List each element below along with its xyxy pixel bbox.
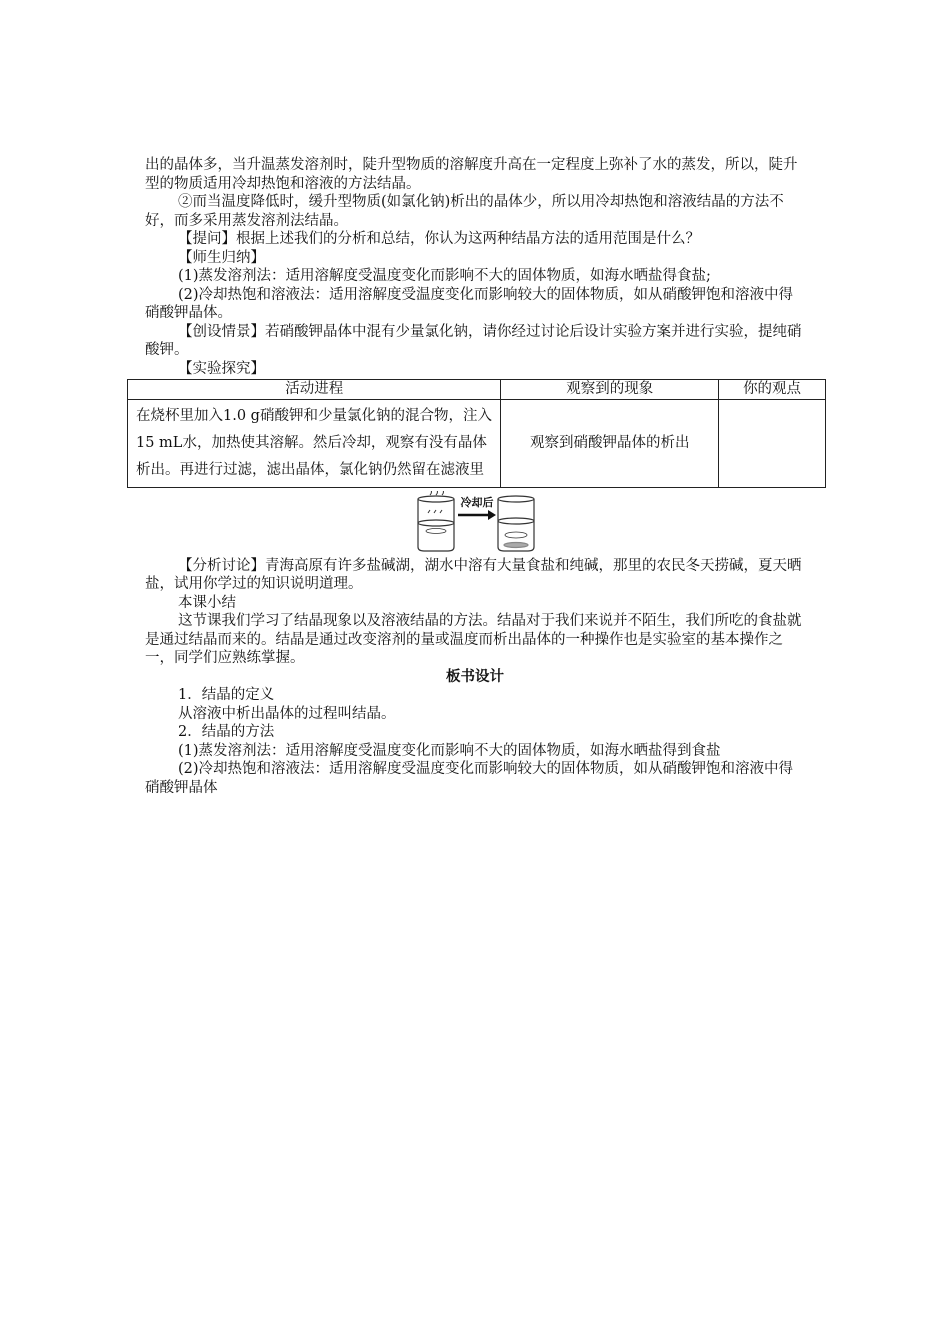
arrow-icon — [458, 510, 496, 520]
question-paragraph: 【提问】根据上述我们的分析和总结，你认为这两种结晶方法的适用范围是什么？ — [178, 231, 700, 247]
table-cell: 观察到硝酸钾晶体的析出 — [501, 399, 719, 487]
paragraph: 【创设情景】若硝酸钾晶体中混有少量氯化钠，请你经过讨论后设计实验方案并进行实验，提纯硝酸钾。 — [145, 323, 802, 358]
board-item: (2)冷却热饱和溶液法：适用溶解度受温度变化而影响较大的固体物质，如从硝酸钾饱和溶液中得硝酸钾晶体 — [145, 761, 794, 796]
cooled-beaker-icon — [498, 496, 534, 551]
section-label: 【实验探究】 — [178, 360, 265, 377]
beaker-figure — [145, 491, 805, 553]
section-label: 【师生归纳】 — [178, 249, 265, 266]
table-header: 观察到的现象 — [501, 380, 719, 400]
paragraph: (2)冷却热饱和溶液法：适用溶解度受温度变化而影响较大的固体物质，如从硝酸钾饱和溶液中得硝酸钾晶体。 — [145, 286, 794, 321]
table-header: 活动进程 — [128, 380, 501, 400]
section-label: 本课小结 — [178, 594, 236, 611]
experiment-table — [127, 379, 826, 488]
table-header: 你的观点 — [719, 380, 826, 400]
board-item: 2．结晶的方法 — [178, 724, 275, 740]
board-item: (1)蒸发溶剂法：适用溶解度受温度变化而影响不大的固体物质，如海水晒盐得到食盐 — [178, 742, 721, 759]
hot-beaker-icon — [418, 491, 454, 551]
table-cell: 在烧杯里加入1.0 g硝酸钾和少量氯化钠的混合物，注入15 mL水，加热使其溶解。然后冷却，观察有没有晶体析出。再进行过滤，滤出晶体，氯化钠仍然留在滤液里 — [128, 399, 501, 487]
paragraph: 【分析讨论】青海高原有许多盐碱湖，湖水中溶有大量食盐和纯碱，那里的农民冬天捞碱，夏天晒盐，试用你学过的知识说明道理。 — [145, 557, 802, 592]
board-item: 1．结晶的定义 — [178, 687, 275, 703]
board-title: 板书设计 — [446, 667, 504, 685]
paragraph: ②而当温度降低时，缓升型物质(如氯化钠)析出的晶体少，所以用冷却热饱和溶液结晶的方法不好，而多采用蒸发溶剂法结晶。 — [145, 194, 784, 229]
paragraph: (1)蒸发溶剂法：适用溶解度受温度变化而影响不大的固体物质，如海水晒盐得食盐; — [178, 268, 711, 284]
paragraph: 出的晶体多，当升温蒸发溶剂时，陡升型物质的溶解度升高在一定程度上弥补了水的蒸发，所以，陡升型的物质适用冷却热饱和溶液的方法结晶。 — [145, 157, 798, 192]
table-header-row — [128, 380, 826, 400]
board-item: 从溶液中析出晶体的过程叫结晶。 — [178, 705, 396, 722]
table-cell — [719, 399, 826, 487]
document-body — [136, 156, 805, 797]
paragraph: 这节课我们学习了结晶现象以及溶液结晶的方法。结晶对于我们来说并不陌生，我们所吃的食盐就是通过结晶而来的。结晶是通过改变溶剂的量或温度而析出晶体的一种操作也是实验室的基本操作之一，同学们应熟练掌握。 — [145, 613, 802, 666]
arrow-label: 冷却后 — [460, 495, 494, 509]
table-row — [128, 399, 826, 487]
